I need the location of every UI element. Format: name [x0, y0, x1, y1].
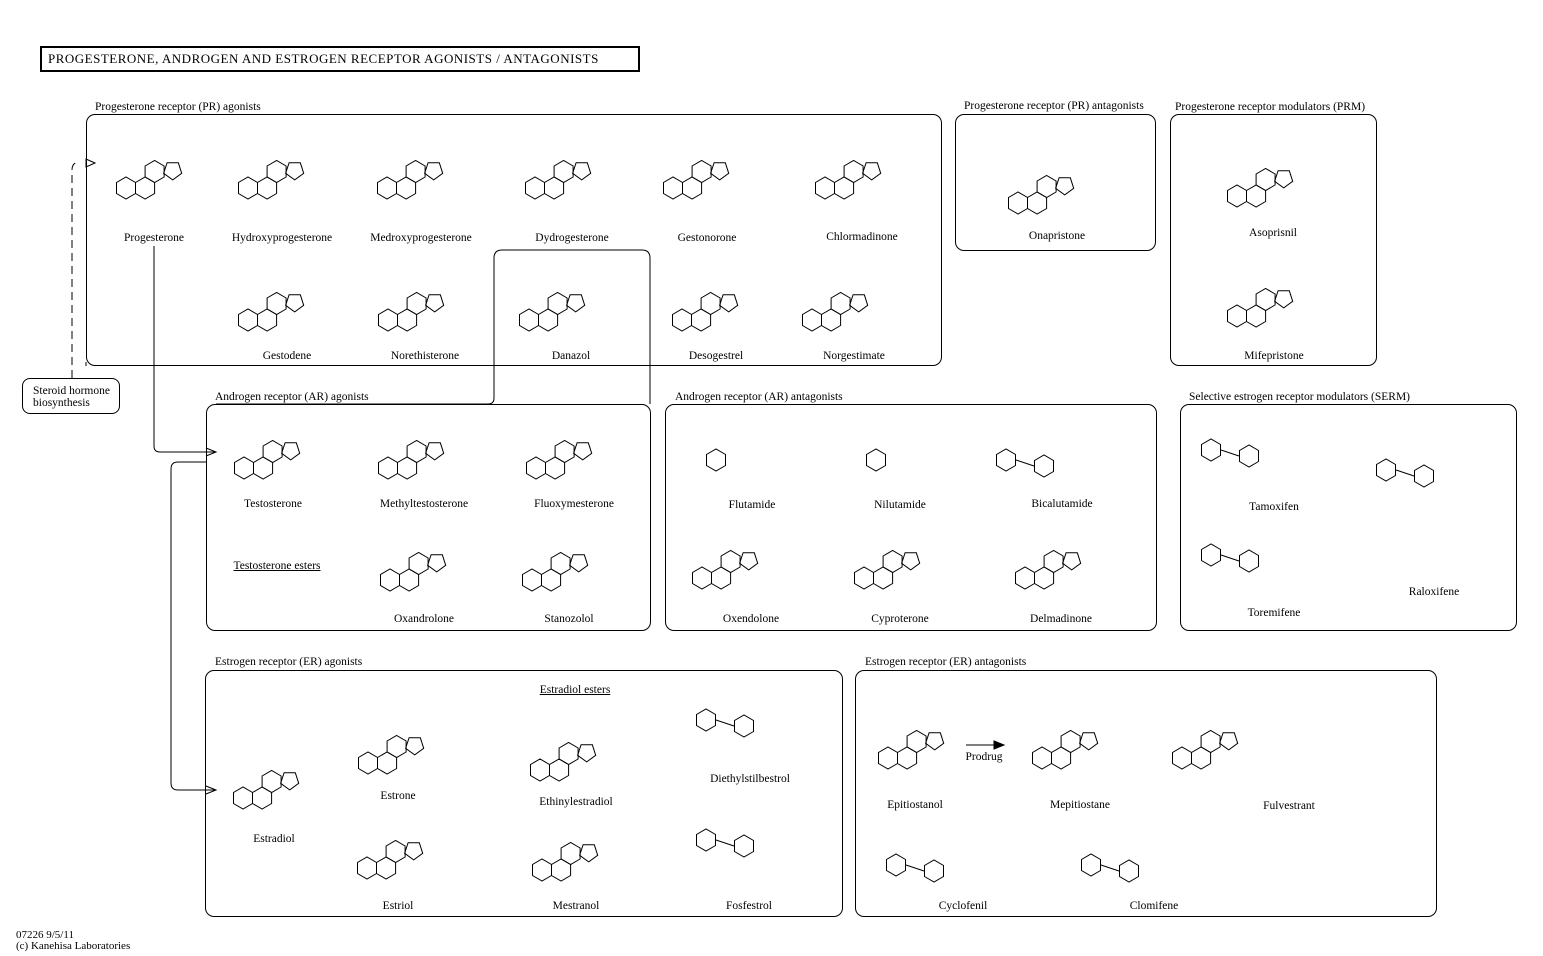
structure-fluoxymesterone: [514, 420, 634, 500]
drug-progesterone[interactable]: Progesterone: [123, 232, 185, 244]
drug-oxendolone[interactable]: Oxendolone: [722, 613, 780, 625]
ring-1: [1173, 747, 1192, 769]
drug-cyclofenil[interactable]: Cyclofenil: [938, 900, 988, 912]
drug-delmadinone[interactable]: Delmadinone: [1030, 613, 1092, 625]
drug-fosfestrol[interactable]: Fosfestrol: [726, 900, 772, 912]
ring-4: [863, 163, 881, 180]
structure-estradiol: [221, 750, 341, 830]
structure-hydroxyprogesterone: [226, 140, 346, 220]
benzene-ring: [867, 449, 886, 471]
ring-1: [379, 309, 398, 331]
steroid-link-line1: Steroid hormone: [33, 385, 110, 397]
structure-danazol: [507, 272, 627, 352]
ring-1: [1033, 747, 1052, 769]
structure-oxendolone: [680, 530, 800, 610]
testosterone-esters-link[interactable]: Testosterone esters: [233, 560, 321, 572]
structure-dydrogesterone: [513, 140, 633, 220]
ring-1: [533, 859, 552, 881]
ring-3: [721, 551, 740, 573]
ring-1: [378, 177, 397, 199]
drug-tamoxifen[interactable]: Tamoxifen: [1249, 501, 1299, 513]
drug-mifepristone[interactable]: Mifepristone: [1244, 350, 1304, 362]
ring-3: [1256, 169, 1275, 191]
panel-label-prm: Progesterone receptor modulators (PRM): [1175, 101, 1366, 113]
ring-1: [234, 787, 253, 809]
ring-1: [693, 567, 712, 589]
ring-4: [1056, 178, 1074, 195]
panel-label-serm: Selective estrogen receptor modulators (SERM): [1189, 391, 1410, 403]
ring-3: [267, 161, 286, 183]
drug-flutamide[interactable]: Flutamide: [728, 499, 776, 511]
steroid-hormone-biosynthesis-link[interactable]: [22, 378, 120, 414]
ring-3: [907, 731, 926, 753]
panel-label-er-agonists: Estrogen receptor (ER) agonists: [215, 656, 363, 668]
bond: [1101, 865, 1119, 871]
structure-gestodene: [226, 272, 346, 352]
ring-1: [235, 457, 254, 479]
drug-desogestrel[interactable]: Desogestrel: [688, 350, 744, 362]
ring-1: [358, 857, 377, 879]
bond: [716, 840, 734, 846]
drug-danazol[interactable]: Danazol: [551, 350, 591, 362]
ring-1: [379, 457, 398, 479]
prodrug-label: Prodrug: [965, 751, 1003, 763]
ring-4: [281, 773, 299, 790]
drug-medroxyprogesterone[interactable]: Medroxyprogesterone: [370, 232, 472, 244]
structure-epitiostanol: [866, 710, 986, 790]
ring-4: [850, 295, 868, 312]
structure-desogestrel: [660, 272, 780, 352]
ring-3: [1061, 731, 1080, 753]
bond: [716, 720, 734, 726]
ring-3: [555, 441, 574, 463]
structure-clomifene: [1075, 835, 1185, 895]
drug-methyltestosterone[interactable]: Methyltestosterone: [379, 498, 469, 510]
ring-4: [425, 163, 443, 180]
ring-1: [523, 569, 542, 591]
footer-id-date: 07226 9/5/11: [16, 929, 74, 941]
panel-label-pr-antagonists: Progesterone receptor (PR) antagonists: [964, 100, 1144, 112]
structure-progesterone: [104, 140, 224, 220]
ring-3: [1044, 551, 1063, 573]
ring-4: [574, 443, 592, 460]
ring-1: [239, 177, 258, 199]
benzene-ring: [997, 449, 1016, 471]
bond: [1221, 450, 1239, 456]
ring-4: [573, 163, 591, 180]
ring-4: [578, 745, 596, 762]
ring-1: [239, 309, 258, 331]
benzene-ring: [1120, 860, 1139, 882]
ring-3: [844, 161, 863, 183]
benzene-ring: [1377, 459, 1396, 481]
ring-1: [1228, 185, 1247, 207]
dashed-link-steroid: [72, 162, 80, 378]
ring-1: [879, 747, 898, 769]
drug-estradiol[interactable]: Estradiol: [253, 833, 295, 845]
ring-4: [567, 295, 585, 312]
structure-ethinylestradiol: [518, 722, 638, 802]
drug-epitiostanol[interactable]: Epitiostanol: [887, 799, 943, 811]
drug-norethisterone[interactable]: Norethisterone: [390, 350, 460, 362]
ring-4: [286, 295, 304, 312]
ring-1: [359, 752, 378, 774]
ring-3: [1201, 731, 1220, 753]
drug-stanozolol[interactable]: Stanozolol: [544, 613, 594, 625]
ring-4: [1063, 553, 1081, 570]
ring-4: [426, 443, 444, 460]
structure-stanozolol: [510, 532, 630, 612]
ring-4: [926, 733, 944, 750]
drug-oxandrolone[interactable]: Oxandrolone: [393, 613, 455, 625]
ring-4: [711, 163, 729, 180]
ring-1: [381, 569, 400, 591]
steroid-link-line2: biosynthesis: [33, 397, 90, 409]
ring-3: [883, 551, 902, 573]
structure-chlormadinone: [803, 140, 923, 220]
structure-delmadinone: [1003, 530, 1123, 610]
structure-methyltestosterone: [366, 420, 486, 500]
structure-flutamide: [700, 430, 810, 490]
ring-1: [855, 567, 874, 589]
drug-raloxifene[interactable]: Raloxifene: [1408, 586, 1460, 598]
ring-3: [548, 293, 567, 315]
footer-copyright: (c) Kanehisa Laboratories: [16, 940, 131, 952]
structure-fosfestrol: [690, 810, 800, 870]
structure-estriol: [345, 820, 465, 900]
ring-3: [262, 771, 281, 793]
ring-1: [803, 309, 822, 331]
structure-onapristone: [996, 155, 1116, 235]
drug-diethylstilbestrol[interactable]: Diethylstilbestrol: [710, 773, 790, 785]
benzene-ring: [1202, 439, 1221, 461]
bond: [1221, 555, 1239, 561]
panel-label-pr-agonists: Progesterone receptor (PR) agonists: [95, 101, 261, 113]
benzene-ring: [1415, 465, 1434, 487]
benzene-ring: [1082, 854, 1101, 876]
structure-mepitiostane: [1020, 710, 1140, 790]
ring-1: [1016, 567, 1035, 589]
ring-3: [145, 161, 164, 183]
ring-4: [1275, 291, 1293, 308]
ring-3: [701, 293, 720, 315]
ring-3: [387, 736, 406, 758]
ring-3: [407, 293, 426, 315]
drug-hydroxyprogesterone[interactable]: Hydroxyprogesterone: [231, 232, 333, 244]
ring-1: [526, 177, 545, 199]
ring-4: [570, 555, 588, 572]
ring-3: [386, 841, 405, 863]
ring-4: [1080, 733, 1098, 750]
ring-4: [282, 443, 300, 460]
benzene-ring: [1240, 550, 1259, 572]
ring-3: [1037, 176, 1056, 198]
benzene-ring: [1202, 544, 1221, 566]
structure-oxandrolone: [368, 532, 488, 612]
benzene-ring: [887, 854, 906, 876]
ring-1: [673, 309, 692, 331]
ring-4: [902, 553, 920, 570]
ring-4: [286, 163, 304, 180]
ring-4: [580, 845, 598, 862]
panel-label-ar-antagonists: Androgen receptor (AR) antagonists: [675, 391, 843, 403]
drug-mestranol[interactable]: Mestranol: [552, 900, 600, 912]
ring-1: [527, 457, 546, 479]
page-title: PROGESTERONE, ANDROGEN AND ESTROGEN RECEPTOR AGONISTS / ANTAGONISTS: [40, 46, 640, 72]
ring-3: [1256, 289, 1275, 311]
drug-bicalutamide[interactable]: Bicalutamide: [1031, 498, 1093, 510]
panel-label-ar-agonists: Androgen receptor (AR) agonists: [215, 391, 369, 403]
ring-3: [406, 161, 425, 183]
bond: [906, 865, 924, 871]
benzene-ring: [735, 715, 754, 737]
structure-gestonorone: [651, 140, 771, 220]
structure-asoprisnil: [1215, 148, 1335, 228]
ring-3: [559, 743, 578, 765]
drug-mepitiostane[interactable]: Mepitiostane: [1049, 799, 1111, 811]
benzene-ring: [707, 449, 726, 471]
bond: [1396, 470, 1414, 476]
benzene-ring: [697, 829, 716, 851]
benzene-ring: [697, 709, 716, 731]
structure-tamoxifen: [1195, 420, 1305, 480]
drug-ethinylestradiol[interactable]: Ethinylestradiol: [539, 796, 613, 808]
ring-3: [551, 553, 570, 575]
drug-estrone[interactable]: Estrone: [380, 790, 416, 802]
ring-1: [520, 309, 539, 331]
drug-testosterone[interactable]: Testosterone: [244, 498, 302, 510]
drug-gestonorone[interactable]: Gestonorone: [677, 232, 737, 244]
benzene-ring: [735, 835, 754, 857]
ring-3: [267, 293, 286, 315]
drug-gestodene[interactable]: Gestodene: [262, 350, 312, 362]
structure-estrone: [346, 715, 466, 795]
ring-3: [554, 161, 573, 183]
ring-1: [1228, 305, 1247, 327]
structure-nilutamide: [860, 430, 970, 490]
ring-4: [428, 555, 446, 572]
structure-bicalutamide: [990, 430, 1100, 490]
ring-1: [816, 177, 835, 199]
benzene-ring: [925, 860, 944, 882]
drug-onapristone[interactable]: Onapristone: [1028, 230, 1086, 242]
ring-1: [117, 177, 136, 199]
ring-3: [409, 553, 428, 575]
ring-4: [1220, 733, 1238, 750]
drug-clomifene[interactable]: Clomifene: [1129, 900, 1179, 912]
ring-3: [263, 441, 282, 463]
structure-norethisterone: [366, 272, 486, 352]
drug-fulvestrant[interactable]: Fulvestrant: [1263, 800, 1315, 812]
drug-chlormadinone[interactable]: Chlormadinone: [826, 231, 898, 243]
structure-medroxyprogesterone: [365, 140, 485, 220]
structure-toremifene: [1195, 525, 1305, 585]
panel-label-er-antagonists: Estrogen receptor (ER) antagonists: [865, 656, 1027, 668]
ring-3: [561, 843, 580, 865]
drug-asoprisnil[interactable]: Asoprisnil: [1249, 227, 1297, 239]
ring-4: [740, 553, 758, 570]
estradiol-esters-link[interactable]: Estradiol esters: [539, 684, 611, 696]
drug-cyproterone[interactable]: Cyproterone: [871, 613, 929, 625]
drug-dydrogesterone[interactable]: Dydrogesterone: [535, 232, 609, 244]
structure-diethylstilbestrol: [690, 690, 800, 750]
drug-estriol[interactable]: Estriol: [382, 900, 414, 912]
benzene-ring: [1035, 455, 1054, 477]
structure-cyclofenil: [880, 835, 990, 895]
ring-4: [406, 738, 424, 755]
bond: [1016, 460, 1034, 466]
ring-4: [720, 295, 738, 312]
ring-3: [692, 161, 711, 183]
structure-cyproterone: [842, 530, 962, 610]
structure-norgestimate: [790, 272, 910, 352]
ring-4: [1275, 171, 1293, 188]
structure-mifepristone: [1215, 268, 1335, 348]
ring-3: [831, 293, 850, 315]
ring-4: [164, 163, 182, 180]
structure-testosterone: [222, 420, 342, 500]
benzene-ring: [1240, 445, 1259, 467]
ring-1: [531, 759, 550, 781]
ring-1: [664, 177, 683, 199]
ring-1: [1009, 192, 1028, 214]
ring-3: [407, 441, 426, 463]
ring-4: [405, 843, 423, 860]
drug-fluoxymesterone[interactable]: Fluoxymesterone: [534, 498, 614, 510]
drug-toremifene[interactable]: Toremifene: [1247, 607, 1301, 619]
structure-raloxifene: [1370, 440, 1480, 500]
structure-mestranol: [520, 822, 640, 902]
drug-nilutamide[interactable]: Nilutamide: [874, 499, 926, 511]
drug-norgestimate[interactable]: Norgestimate: [823, 350, 885, 362]
structure-fulvestrant: [1160, 710, 1280, 790]
ring-4: [426, 295, 444, 312]
